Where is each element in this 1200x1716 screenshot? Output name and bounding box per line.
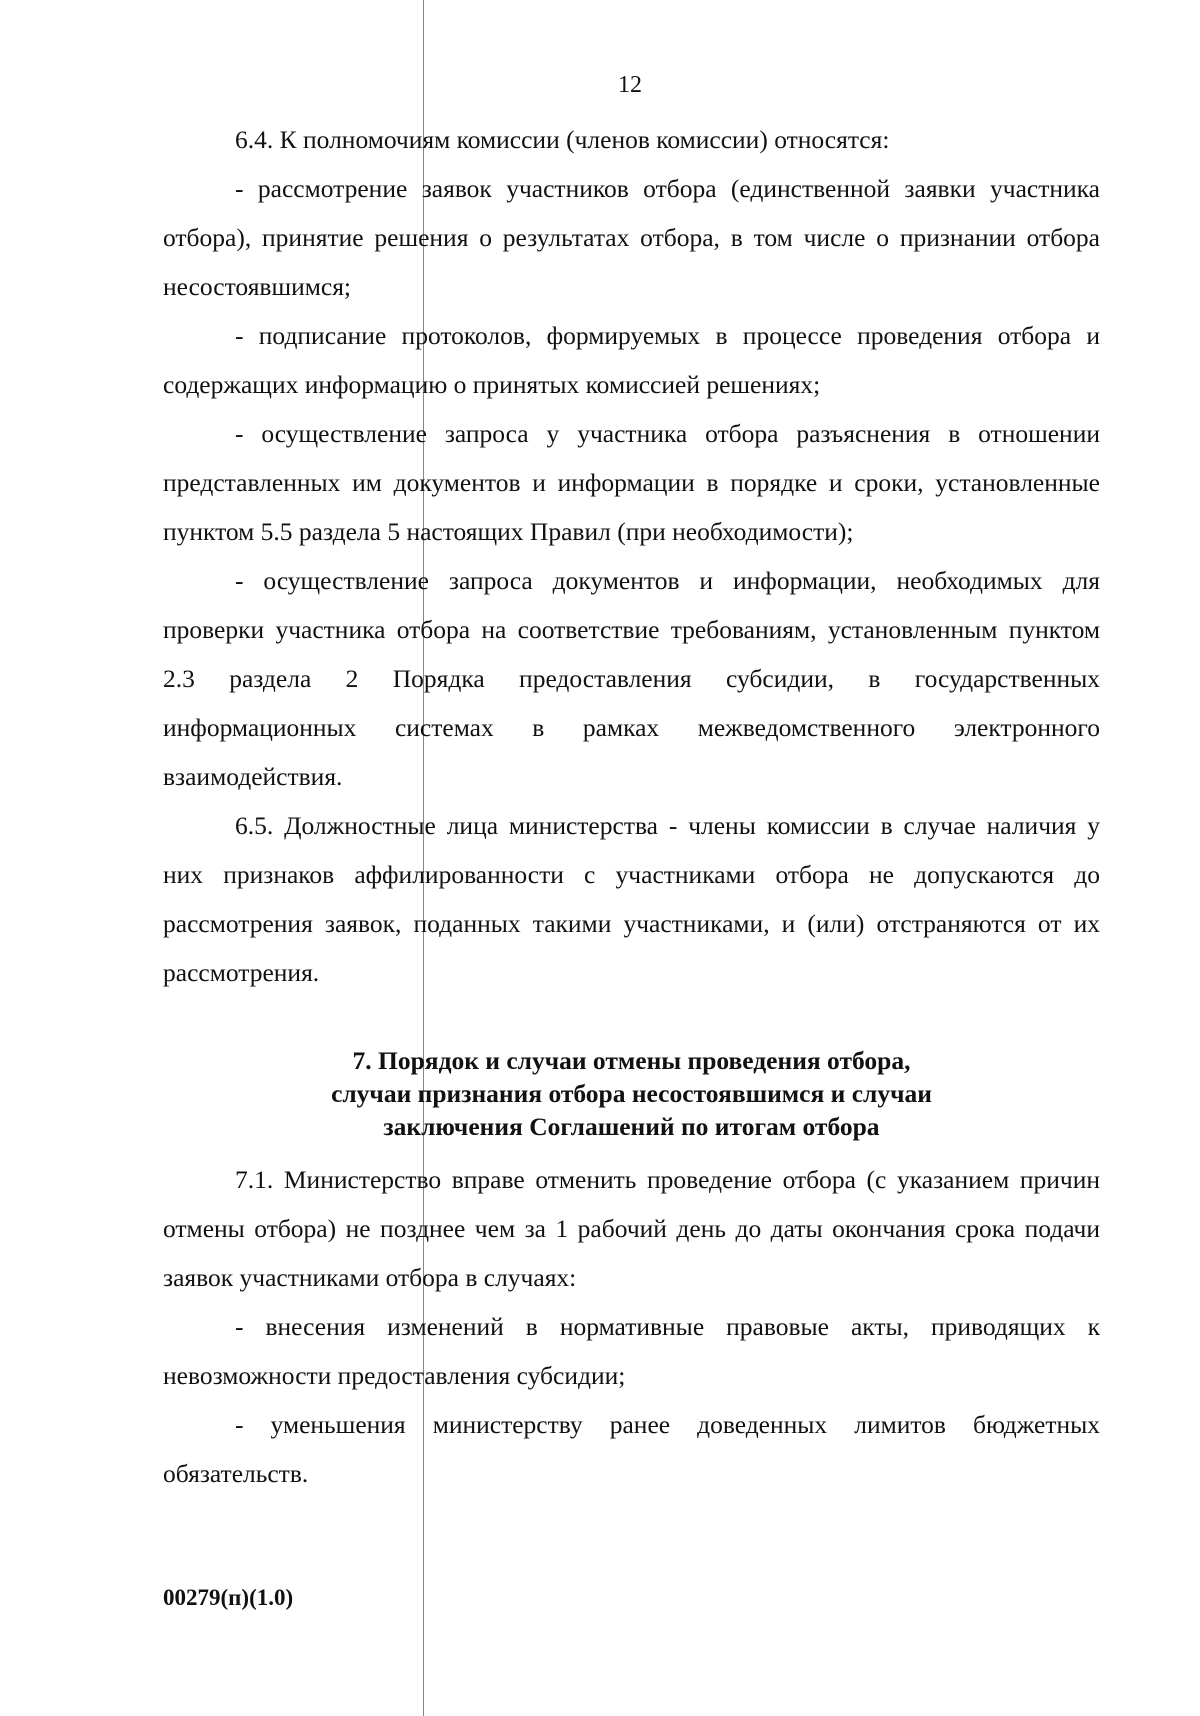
paragraph-7-1-item-1: - внесения изменений в нормативные правовые акты, приводящих к невозможности предоставления субсидии; xyxy=(163,1312,1100,1390)
paragraph-7-1-item-2: - уменьшения министерству ранее доведенных лимитов бюджетных обязательств. xyxy=(163,1410,1100,1488)
paragraph-6-4-item-1: - рассмотрение заявок участников отбора (единственной заявки участника отбора), принятие решения о результатах отбора, в том числе о признании отбора несостоявшимся; xyxy=(163,174,1100,301)
document-code: 00279(п)(1.0) xyxy=(163,1585,294,1610)
page-number: 12 xyxy=(618,72,642,98)
section-6-body xyxy=(163,115,1100,997)
section-7-heading xyxy=(163,1044,1100,1143)
paragraph-6-4-item-4: - осуществление запроса документов и информации, необходимых для проверки участника отбора на соответствие требованиям, установленным пунктом 2.3 раздела 2 Порядка предоставления субсидии, в государственных информационных системах в рамках межведомственного электронного взаимодействия. xyxy=(163,566,1100,791)
section-7-body xyxy=(163,1155,1100,1498)
paragraph-7-1: 7.1. Министерство вправе отменить проведение отбора (с указанием причин отмены отбора) не позднее чем за 1 рабочий день до даты окончания срока подачи заявок участниками отбора в случаях: xyxy=(163,1165,1100,1292)
paragraph-6-4: 6.4. К полномочиям комиссии (членов комиссии) относятся: xyxy=(235,125,890,154)
heading-line: случаи признания отбора несостоявшимся и случаи xyxy=(331,1079,932,1108)
paragraph-6-4-item-2: - подписание протоколов, формируемых в процессе проведения отбора и содержащих информацию о принятых комиссией решениях; xyxy=(163,321,1100,399)
paragraph-6-4-item-3: - осуществление запроса у участника отбора разъяснения в отношении представленных им документов и информации в порядке и сроки, установленные пунктом 5.5 раздела 5 настоящих Правил (при необходимости); xyxy=(163,419,1100,546)
heading-line: 7. Порядок и случаи отмены проведения отбора, xyxy=(352,1046,911,1075)
heading-line: заключения Соглашений по итогам отбора xyxy=(383,1112,880,1141)
paragraph-6-5: 6.5. Должностные лица министерства - члены комиссии в случае наличия у них признаков аффилированности с участниками отбора не допускаются до рассмотрения заявок, поданных такими участниками, и (или) отстраняются от их рассмотрения. xyxy=(163,811,1100,987)
